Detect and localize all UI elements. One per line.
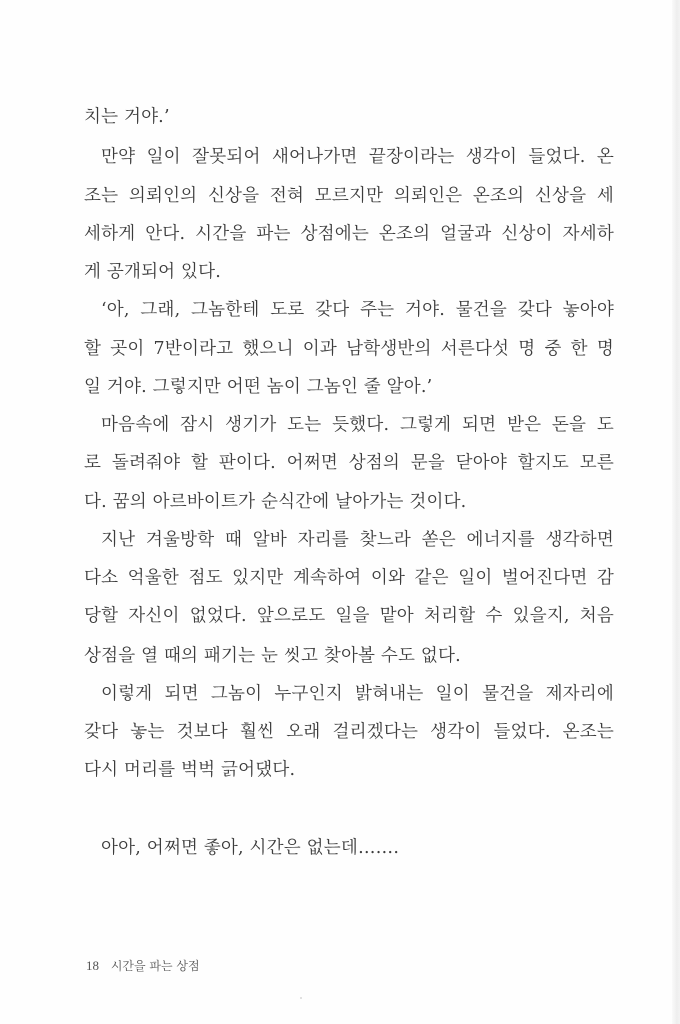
text-line: ‘아, 그래, 그놈한테 도로 갖다 주는 거야. 물건을 갖다 놓아야 bbox=[101, 300, 614, 320]
text-line: 할 곳이 7반이라고 했으니 이과 남학생반의 서른다섯 명 중 한 명 bbox=[84, 339, 614, 359]
text-line: 다소 억울한 점도 있지만 계속하여 이와 같은 일이 벌어진다면 감 bbox=[84, 568, 614, 588]
text-line: 당할 자신이 없었다. 앞으로도 일을 맡아 처리할 수 있을지, 처음 bbox=[84, 606, 614, 626]
paper-speck bbox=[300, 997, 302, 999]
text-line: 갖다 놓는 것보다 훨씬 오래 걸리겠다는 생각이 들었다. 온조는 bbox=[84, 722, 614, 742]
text-line: 세하게 안다. 시간을 파는 상점에는 온조의 얼굴과 신상이 자세하 bbox=[84, 224, 614, 244]
text-line: 상점을 열 때의 패기는 눈 씻고 찾아볼 수도 없다. bbox=[84, 646, 461, 666]
text-line: 치는 거야.’ bbox=[84, 107, 170, 127]
text-line: 다시 머리를 벅벅 긁어댔다. bbox=[84, 760, 296, 780]
page-number: 18 bbox=[86, 958, 99, 973]
text-line: 지난 겨울방학 때 알바 자리를 찾느라 쏟은 에너지를 생각하면 bbox=[101, 530, 614, 550]
text-line: 아아, 어쩌면 좋아, 시간은 없는데……. bbox=[101, 838, 400, 858]
text-line: 게 공개되어 있다. bbox=[84, 262, 222, 282]
page-edge-shadow bbox=[672, 0, 680, 1024]
text-line: 다. 꿈의 아르바이트가 순식간에 날아가는 것이다. bbox=[84, 492, 467, 512]
page-footer bbox=[86, 957, 200, 974]
text-line: 만약 일이 잘못되어 새어나가면 끝장이라는 생각이 들었다. 온 bbox=[101, 147, 614, 167]
text-line: 마음속에 잠시 생기가 도는 듯했다. 그렇게 되면 받은 돈을 도 bbox=[101, 415, 614, 435]
text-line: 일 거야. 그렇지만 어떤 놈이 그놈인 줄 알아.’ bbox=[84, 377, 433, 397]
running-title: 시간을 파는 상점 bbox=[110, 959, 200, 973]
text-line: 이렇게 되면 그놈이 누구인지 밝혀내는 일이 물건을 제자리에 bbox=[101, 684, 614, 704]
text-line: 조는 의뢰인의 신상을 전혀 모르지만 의뢰인은 온조의 신상을 세 bbox=[84, 186, 614, 206]
text-line: 로 돌려줘야 할 판이다. 어쩌면 상점의 문을 닫아야 할지도 모른 bbox=[84, 453, 614, 473]
